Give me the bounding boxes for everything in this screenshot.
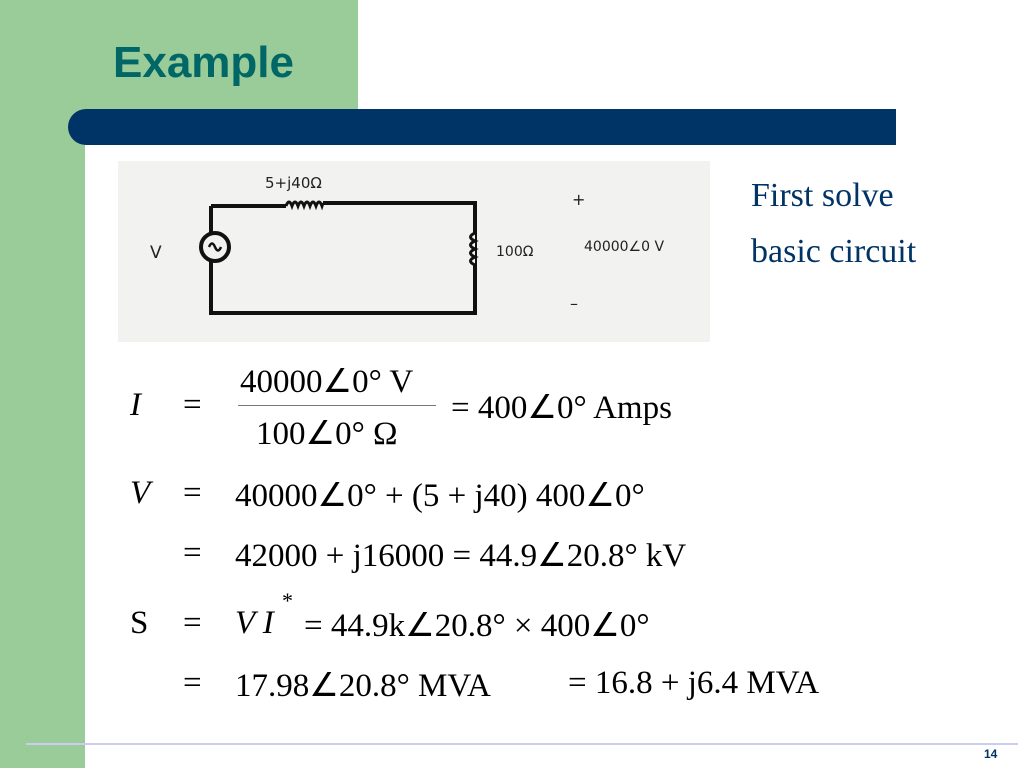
minus-sign: –	[570, 294, 578, 313]
plus-sign: +	[572, 190, 586, 209]
fraction-numerator: 40000∠0° V	[240, 364, 414, 400]
equals-sign: =	[183, 605, 202, 641]
voltage-label: 40000∠0 V	[584, 239, 665, 255]
slide-title: Example	[113, 38, 294, 87]
equals-sign: =	[183, 665, 202, 701]
page-number: 14	[984, 747, 998, 761]
fraction-bar	[238, 405, 436, 406]
footer-divider	[26, 743, 1018, 745]
load-label: 100Ω	[496, 244, 534, 260]
side-note-line-2: basic circuit	[751, 233, 917, 270]
side-note	[751, 168, 916, 280]
title-underline-bar	[68, 109, 896, 145]
power-expression: = 44.9k∠20.8° × 400∠0°	[304, 608, 650, 644]
equals-sign: =	[183, 535, 202, 571]
source-label: V	[150, 243, 162, 263]
circuit-diagram	[118, 161, 710, 342]
power-polar-result: 17.98∠20.8° MVA	[235, 668, 491, 704]
current-symbol: I	[130, 387, 141, 423]
conjugate-mark: *	[282, 588, 293, 613]
current-result: = 400∠0° Amps	[451, 390, 672, 426]
equals-sign: =	[183, 387, 202, 423]
power-symbol: S	[130, 605, 149, 641]
power-variables: V I	[235, 605, 274, 641]
voltage-expression: 40000∠0° + (5 + j40) 400∠0°	[235, 478, 645, 514]
power-rect-result: = 16.8 + j6.4 MVA	[568, 665, 820, 701]
voltage-symbol: V	[130, 475, 151, 511]
fraction-denominator: 100∠0° Ω	[256, 416, 398, 452]
equals-sign: =	[183, 475, 202, 511]
voltage-result: 42000 + j16000 = 44.9∠20.8° kV	[235, 538, 687, 574]
side-note-line-1: First solve	[751, 177, 894, 214]
resistor-symbol	[286, 202, 323, 206]
impedance-label: 5+j40Ω	[265, 174, 322, 192]
